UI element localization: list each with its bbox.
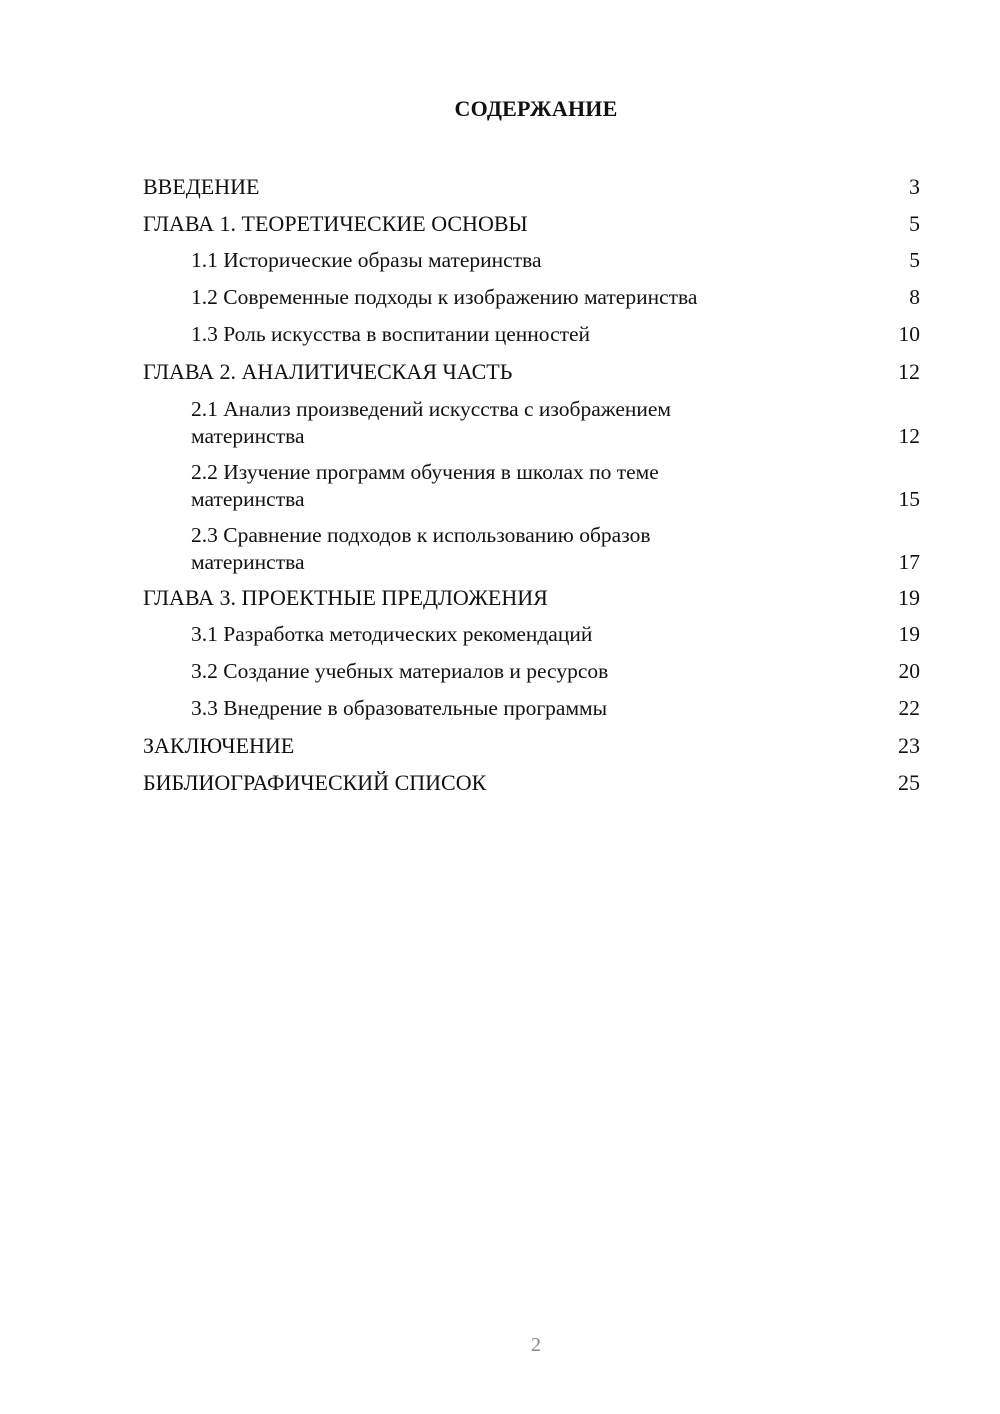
toc-entry-title: БИБЛИОГРАФИЧЕСКИЙ СПИСОК bbox=[143, 770, 487, 795]
toc-entry-title: 3.3 Внедрение в образовательные программы bbox=[191, 696, 608, 720]
toc-entry-page: 19 bbox=[898, 622, 920, 646]
toc-entry-page: 5 bbox=[909, 248, 920, 272]
toc-entry-title: 3.2 Создание учебных материалов и ресурсов bbox=[191, 659, 609, 683]
toc-entry-page: 17 bbox=[898, 550, 920, 574]
toc-entry-page: 23 bbox=[898, 733, 920, 758]
toc-entry-chapter-3[interactable] bbox=[143, 579, 920, 616]
page-title: СОДЕРЖАНИЕ bbox=[454, 96, 618, 121]
toc-entry-page: 12 bbox=[898, 424, 920, 448]
toc-entry-chapter-1[interactable] bbox=[143, 205, 920, 242]
toc-entry-title: 1.2 Современные подходы к изображению материнства bbox=[191, 285, 698, 309]
toc-entry-title: ГЛАВА 3. ПРОЕКТНЫЕ ПРЕДЛОЖЕНИЯ bbox=[143, 585, 548, 610]
toc-entry-bibliography[interactable] bbox=[143, 764, 920, 801]
toc-entry-page: 25 bbox=[898, 770, 920, 795]
toc-entry-title: ГЛАВА 1. ТЕОРЕТИЧЕСКИЕ ОСНОВЫ bbox=[143, 211, 528, 236]
toc-entry-title: 2.2 Изучение программ обучения в школах по теме материнства bbox=[191, 460, 659, 511]
toc-entry-page: 5 bbox=[909, 211, 920, 236]
toc-entry-page: 12 bbox=[898, 359, 920, 384]
toc-entry-section-1-2[interactable] bbox=[143, 279, 920, 316]
toc-entry-title: 1.1 Исторические образы материнства bbox=[191, 248, 542, 272]
toc-entry-page: 3 bbox=[909, 174, 920, 199]
table-of-contents bbox=[143, 168, 920, 801]
toc-entry-chapter-2[interactable] bbox=[143, 353, 920, 390]
toc-entry-section-3-1[interactable] bbox=[143, 616, 920, 653]
toc-entry-title: 3.1 Разработка методических рекомендаций bbox=[191, 622, 593, 646]
toc-entry-page: 20 bbox=[898, 659, 920, 683]
toc-entry-title: ГЛАВА 2. АНАЛИТИЧЕСКАЯ ЧАСТЬ bbox=[143, 359, 513, 384]
toc-entry-introduction[interactable] bbox=[143, 168, 920, 205]
toc-entry-section-2-2[interactable] bbox=[143, 453, 920, 516]
page-number: 2 bbox=[531, 1334, 541, 1356]
toc-entry-page: 8 bbox=[909, 285, 920, 309]
toc-entry-title: ВВЕДЕНИЕ bbox=[143, 174, 260, 199]
toc-entry-title: 2.1 Анализ произведений искусства с изображением материнства bbox=[191, 397, 672, 448]
toc-entry-title: ЗАКЛЮЧЕНИЕ bbox=[143, 733, 295, 758]
toc-entry-page: 15 bbox=[898, 487, 920, 511]
toc-entry-title: 2.3 Сравнение подходов к использованию образов материнства bbox=[191, 523, 651, 574]
toc-entry-section-1-1[interactable] bbox=[143, 242, 920, 279]
toc-entry-page: 19 bbox=[898, 585, 920, 610]
toc-entry-section-3-2[interactable] bbox=[143, 653, 920, 690]
toc-entry-section-3-3[interactable] bbox=[143, 690, 920, 727]
toc-entry-page: 10 bbox=[898, 322, 920, 346]
toc-entry-section-2-1[interactable] bbox=[143, 390, 920, 453]
toc-entry-page: 22 bbox=[898, 696, 920, 720]
toc-entry-conclusion[interactable] bbox=[143, 727, 920, 764]
toc-entry-section-2-3[interactable] bbox=[143, 516, 920, 579]
toc-entry-section-1-3[interactable] bbox=[143, 316, 920, 353]
toc-entry-title: 1.3 Роль искусства в воспитании ценностей bbox=[191, 322, 591, 346]
